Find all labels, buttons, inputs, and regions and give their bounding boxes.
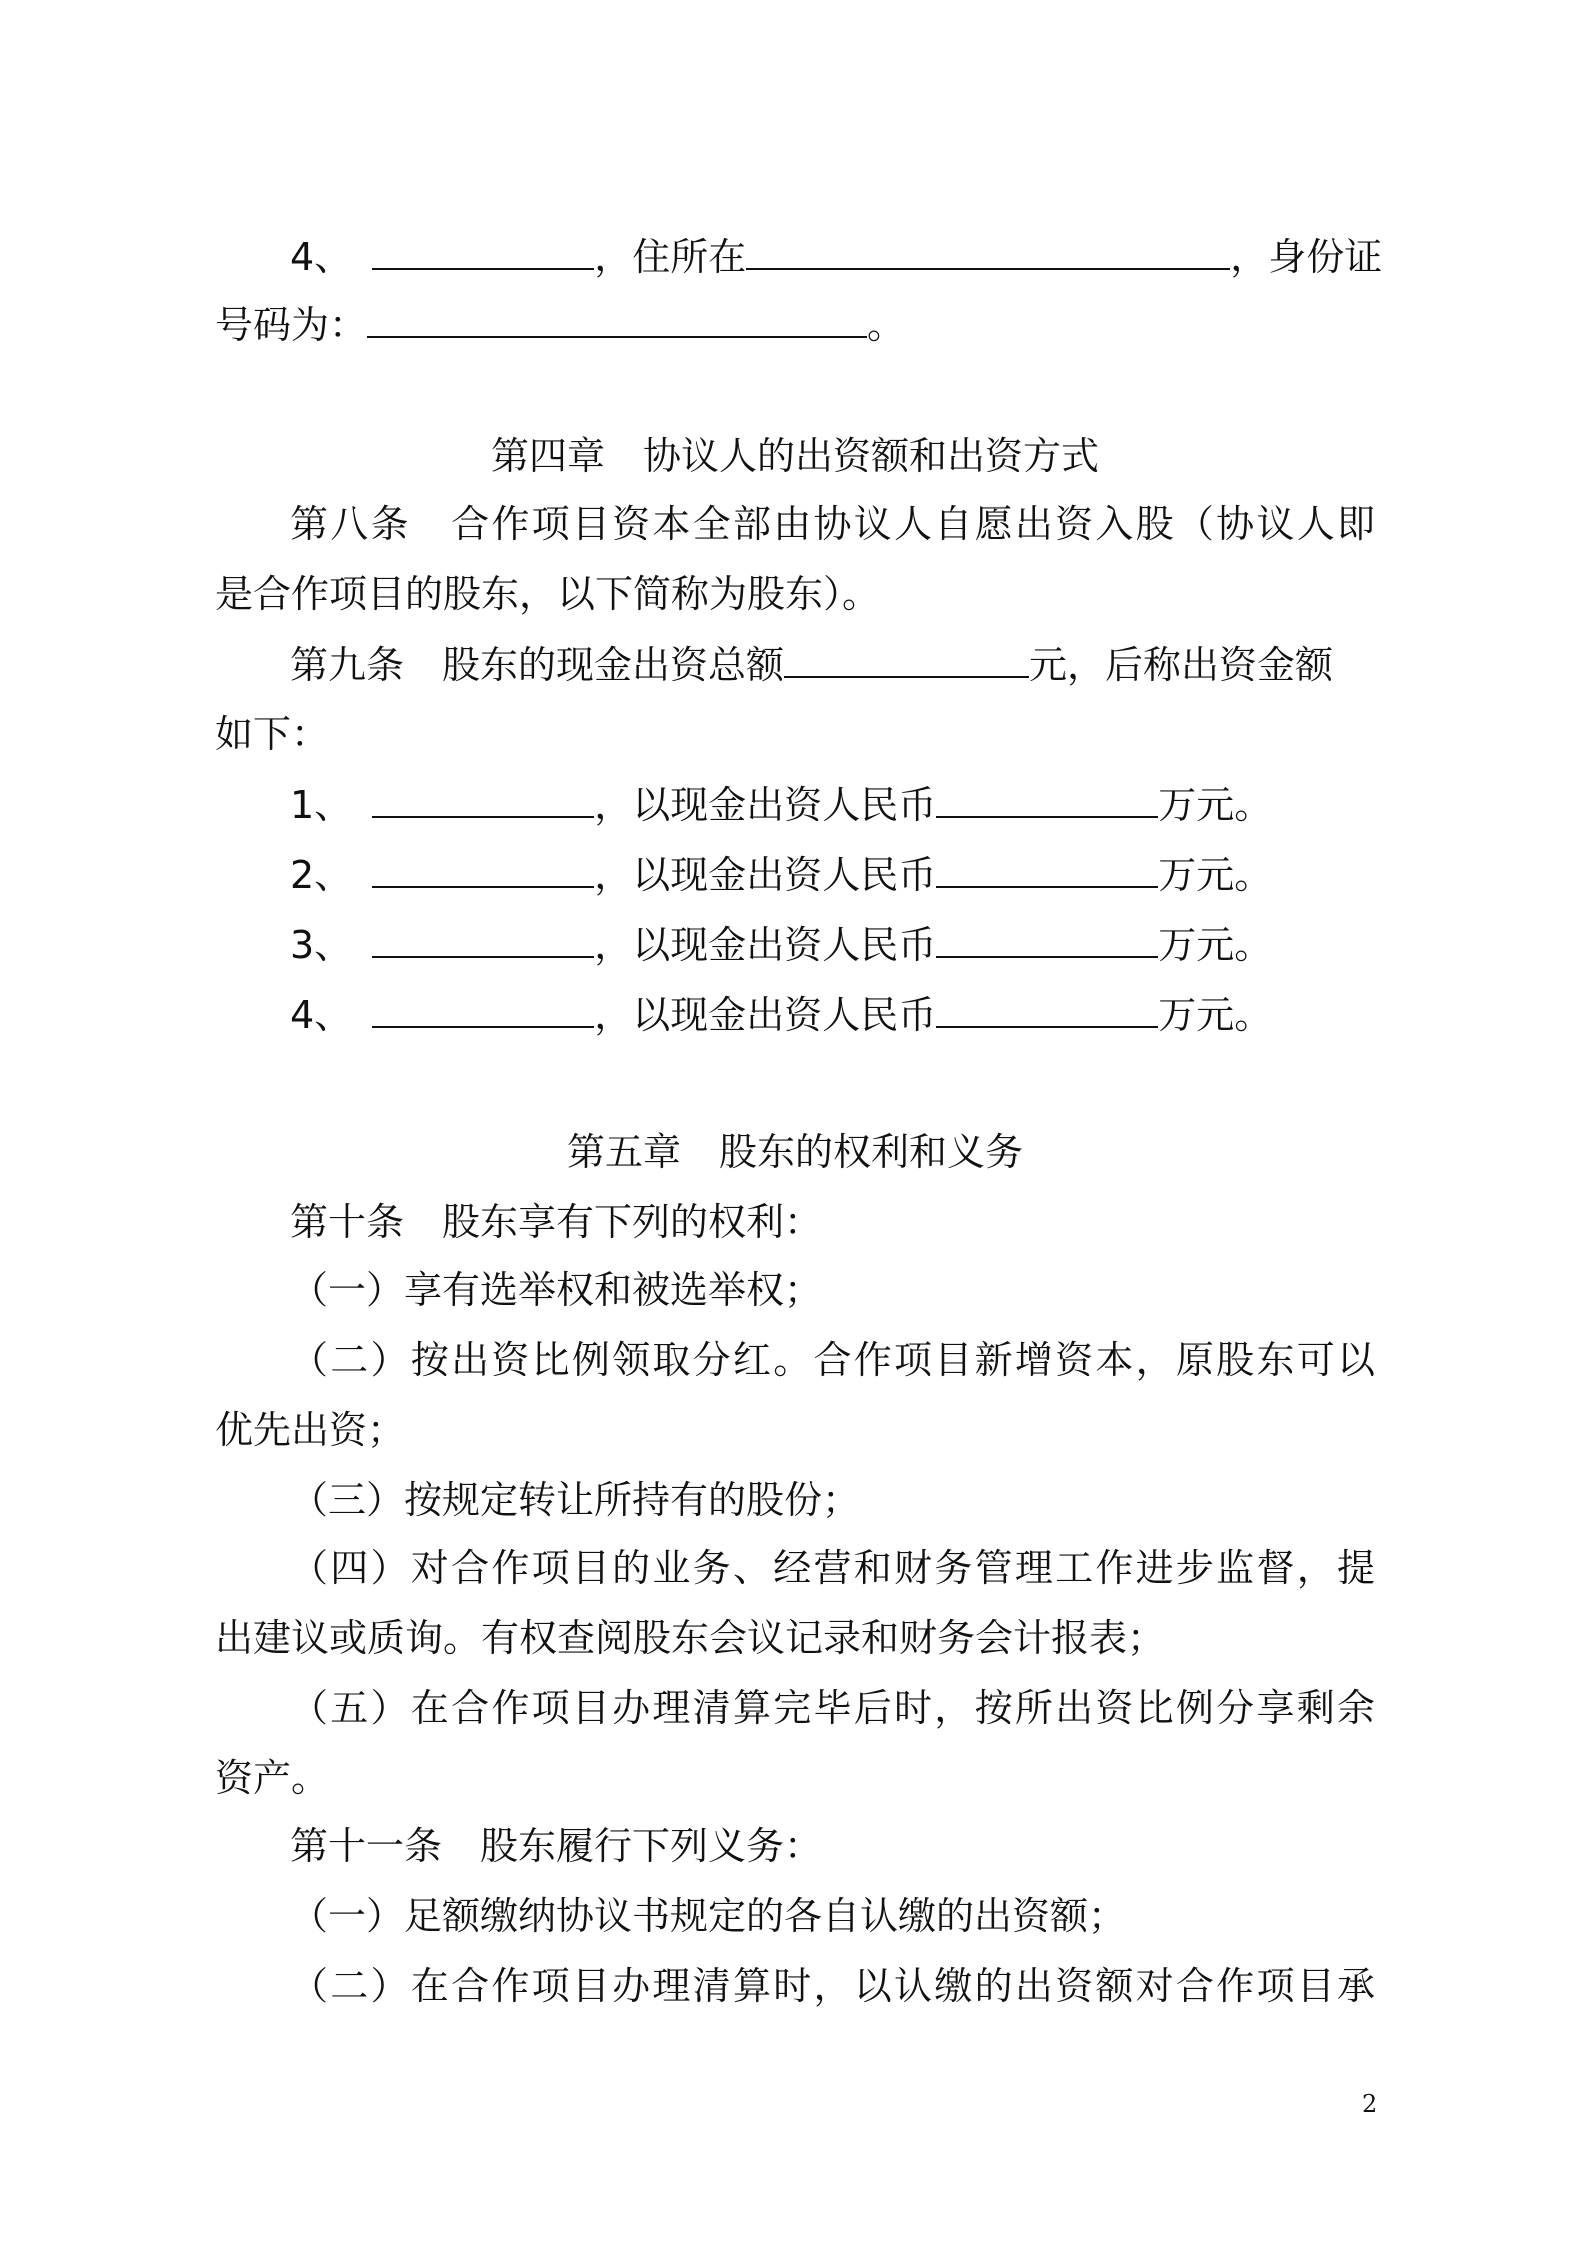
contributor-name-blank[interactable] (372, 776, 594, 818)
right-5-line-1 (290, 1680, 1378, 1736)
party-4-number: 4、 (290, 235, 353, 279)
contribution-item (290, 846, 1375, 902)
duty-2-text: （二）在合作项目办理清算时，以认缴的出资额对合作项目承 (290, 1964, 1378, 2008)
right-2-line-2: 优先出资； (215, 1408, 406, 1452)
duty-1: （一）足额缴纳协议书规定的各自认缴的出资额； (290, 1894, 1127, 1938)
contribution-item (290, 986, 1375, 1042)
id-label: ，身份证 (1230, 235, 1383, 279)
party-4-line (290, 228, 1383, 284)
item-text: ，以现金出资人民币 (594, 923, 937, 967)
item-text: ，以现金出资人民币 (594, 853, 937, 897)
item-number: 2、 (290, 853, 353, 897)
right-4-text: （四）对合作项目的业务、经营和财务管理工作进步监督，提 (290, 1546, 1378, 1590)
item-unit: 万元。 (1158, 853, 1273, 897)
contribution-amount-blank[interactable] (936, 916, 1158, 958)
article-9-text: 第九条 股东的现金出资总额 (290, 643, 785, 687)
right-5-line-2: 资产。 (215, 1756, 330, 1800)
item-text: ，以现金出资人民币 (594, 783, 937, 827)
right-4-line-2: 出建议或质询。有权查阅股东会议记录和财务会计报表； (215, 1616, 1166, 1660)
id-number-label: 号码为： (215, 303, 368, 347)
party-4-id-blank[interactable] (367, 296, 867, 338)
contributor-name-blank[interactable] (372, 846, 594, 888)
page-number: 2 (1362, 2090, 1378, 2118)
total-amount-blank[interactable] (784, 636, 1029, 678)
duty-2-line-1 (290, 1958, 1378, 2014)
article-11: 第十一条 股东履行下列义务： (290, 1824, 823, 1868)
right-2-line-1 (290, 1332, 1378, 1388)
contribution-amount-blank[interactable] (936, 846, 1158, 888)
contributor-name-blank[interactable] (372, 986, 594, 1028)
article-8-text: 第八条 合作项目资本全部由协议人自愿出资入股（协议人即 (290, 502, 1378, 546)
chapter-4-title: 第四章 协议人的出资额和出资方式 (490, 434, 1099, 478)
right-4-line-1 (290, 1540, 1378, 1596)
item-unit: 万元。 (1158, 993, 1273, 1037)
period: 。 (867, 303, 906, 347)
contribution-amount-blank[interactable] (936, 776, 1158, 818)
item-number: 1、 (290, 783, 353, 827)
right-1: （一）享有选举权和被选举权； (290, 1268, 823, 1312)
item-unit: 万元。 (1158, 923, 1273, 967)
article-9-text-2: 元，后称出资金额 (1029, 643, 1334, 687)
address-label: ，住所在 (594, 235, 747, 279)
contribution-item (290, 776, 1375, 832)
party-4-id-line (215, 296, 1375, 352)
item-number: 4、 (290, 993, 353, 1037)
contribution-item (290, 916, 1375, 972)
article-10: 第十条 股东享有下列的权利： (290, 1200, 823, 1244)
party-4-address-blank[interactable] (746, 228, 1230, 270)
right-3: （三）按规定转让所持有的股份； (290, 1478, 861, 1522)
article-8-line-1 (290, 496, 1378, 552)
right-2-text: （二）按出资比例领取分红。合作项目新增资本，原股东可以 (290, 1338, 1378, 1382)
contributor-name-blank[interactable] (372, 916, 594, 958)
article-9-line-2: 如下： (215, 712, 330, 756)
item-text: ，以现金出资人民币 (594, 993, 937, 1037)
party-4-name-blank[interactable] (372, 228, 594, 270)
right-5-text: （五）在合作项目办理清算完毕后时，按所出资比例分享剩余 (290, 1686, 1378, 1730)
article-8-line-2: 是合作项目的股东，以下简称为股东）。 (215, 572, 881, 616)
article-9-line-1 (290, 636, 1375, 692)
item-unit: 万元。 (1158, 783, 1273, 827)
chapter-5-title: 第五章 股东的权利和义务 (566, 1130, 1023, 1174)
contribution-amount-blank[interactable] (936, 986, 1158, 1028)
item-number: 3、 (290, 923, 353, 967)
